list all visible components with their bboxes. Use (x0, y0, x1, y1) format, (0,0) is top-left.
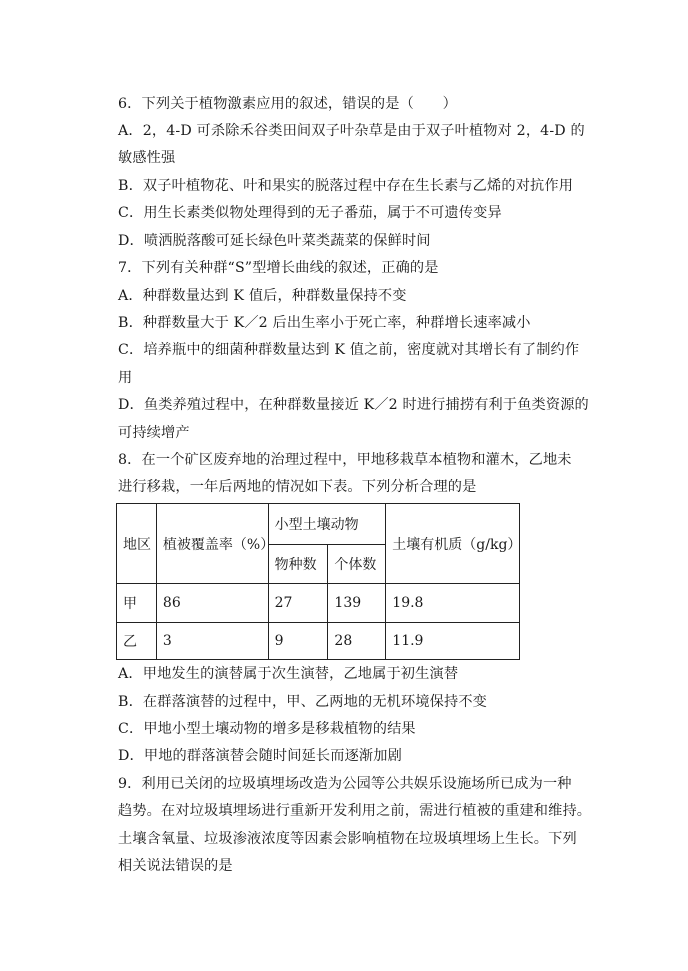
header-region: 地区 (117, 504, 157, 584)
q7-stem: 7．下列有关种群“S”型增长曲线的叙述，正确的是 (118, 260, 439, 276)
q7-option-a: A．种群数量达到 K 值后，种群数量保持不变 (118, 288, 407, 304)
q6-option-c: C．用生长素类似物处理得到的无子番茄，属于不可遗传变异 (118, 205, 502, 221)
q8-option-a: A．甲地发生的演替属于次生演替，乙地属于初生演替 (118, 666, 459, 682)
q9-stem: 9．利用已关闭的垃圾填埋场改造为公园等公共娱乐设施场所已成为一种 (118, 776, 572, 792)
q7-option-d: D．鱼类养殖过程中，在种群数量接近 K／2 时进行捕捞有利于鱼类资源的 (118, 397, 589, 413)
q6-stem: 6．下列关于植物激素应用的叙述，错误的是（ ） (118, 96, 457, 112)
q8-stem: 8．在一个矿区废弃地的治理过程中，甲地移栽草本植物和灌木，乙地未 (118, 452, 572, 468)
q9-stem-cont-3: 相关说法错误的是 (118, 858, 233, 874)
q6-option-d: D．喷洒脱落酸可延长绿色叶菜类蔬菜的保鲜时间 (118, 233, 431, 249)
q7-option-c: C．培养瓶中的细菌种群数量达到 K 值之前，密度就对其增长有了制约作 (118, 342, 580, 358)
q8-option-c: C．甲地小型土壤动物的增多是移栽植物的结果 (118, 721, 416, 737)
q7-option-b: B．种群数量大于 K／2 后出生率小于死亡率，种群增长速率减小 (118, 315, 531, 331)
header-soil-animals: 小型土壤动物 (268, 504, 386, 545)
cell-individuals: 28 (328, 623, 386, 660)
cell-cover: 3 (156, 623, 268, 660)
q8-option-d: D．甲地的群落演替会随时间延长而逐渐加剧 (118, 748, 402, 764)
q6-option-a: A．2，4-D 可杀除禾谷类田间双子叶杂草是由于双子叶植物对 2，4-D 的 (118, 123, 585, 139)
cell-region: 甲 (117, 584, 157, 623)
table-row (117, 584, 520, 623)
cell-species: 9 (268, 623, 328, 660)
cell-species: 27 (268, 584, 328, 623)
q9-stem-cont-2: 土壤含氧量、垃圾渗液浓度等因素会影响植物在垃圾填埋场上生长。下列 (118, 831, 577, 847)
cell-region: 乙 (117, 623, 157, 660)
table-header-row (117, 504, 520, 545)
q6-option-b: B．双子叶植物花、叶和果实的脱落过程中存在生长素与乙烯的对抗作用 (118, 178, 574, 194)
cell-cover: 86 (156, 584, 268, 623)
header-species-count: 物种数 (268, 545, 328, 584)
table-row (117, 623, 520, 660)
q9-stem-cont-1: 趋势。在对垃圾填埋场进行重新开发利用之前，需进行植被的重建和维持。 (118, 803, 592, 819)
header-soil-organic: 土壤有机质（g/kg） (386, 504, 520, 584)
cell-organic: 19.8 (386, 584, 520, 623)
data-table (116, 503, 520, 660)
q6-option-a-cont: 敏感性强 (118, 150, 176, 166)
q7-option-c-cont: 用 (118, 370, 133, 386)
q8-stem-cont: 进行移栽，一年后两地的情况如下表。下列分析合理的是 (118, 479, 477, 495)
q8-option-b: B．在群落演替的过程中，甲、乙两地的无机环境保持不变 (118, 694, 488, 710)
header-vegetation-cover: 植被覆盖率（%） (156, 504, 268, 584)
header-individual-count: 个体数 (328, 545, 386, 584)
cell-individuals: 139 (328, 584, 386, 623)
cell-organic: 11.9 (386, 623, 520, 660)
q7-option-d-cont: 可持续增产 (118, 425, 190, 441)
